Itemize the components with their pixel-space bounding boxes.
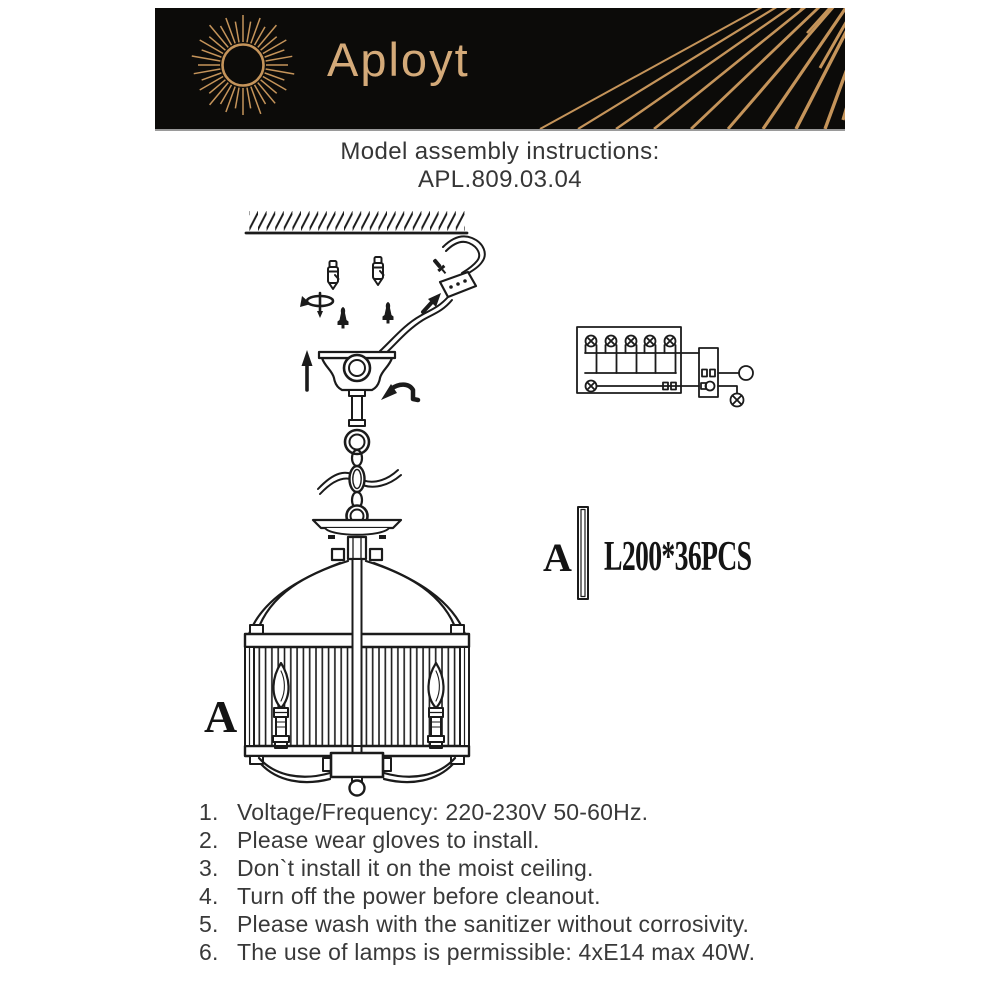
part-a-spec: L200*36PCS xyxy=(604,534,752,580)
wall-anchor-icon xyxy=(328,261,339,289)
ray-fan-icon xyxy=(540,8,845,129)
connector-screw-icon xyxy=(431,257,449,276)
assembly-diagram xyxy=(150,200,850,810)
banner-artwork xyxy=(155,8,845,129)
instruction-list xyxy=(199,798,755,966)
part-a-label: A xyxy=(543,535,572,580)
hook-arrow-icon xyxy=(381,384,418,400)
instruction-item xyxy=(199,882,755,910)
brand-logo-text: Aployt xyxy=(327,33,470,86)
item-number: 2. xyxy=(199,827,219,853)
screw-icon xyxy=(338,307,349,329)
instruction-item xyxy=(199,938,755,966)
up-arrow-icon xyxy=(302,350,313,390)
item-text: Turn off the power before cleanout. xyxy=(237,883,601,909)
item-text: Don`t install it on the moist ceiling. xyxy=(237,855,594,881)
diagram-label-a: A xyxy=(204,691,238,742)
screw-icon xyxy=(383,302,394,324)
starburst-logo-icon xyxy=(192,15,294,115)
item-text: Please wear gloves to install. xyxy=(237,827,540,853)
power-wire-icon xyxy=(380,236,485,354)
page-title: Model assembly instructions: xyxy=(340,138,660,165)
model-number: APL.809.03.04 xyxy=(417,166,582,193)
item-number: 4. xyxy=(199,883,219,909)
rotation-arrow-icon xyxy=(300,293,333,318)
wiring-schematic-icon xyxy=(577,327,753,407)
item-number: 6. xyxy=(199,939,219,965)
instruction-item xyxy=(199,826,755,854)
wall-anchor-icon xyxy=(373,257,384,285)
fixture-top-plate-icon xyxy=(313,506,401,561)
ceiling-canopy-icon xyxy=(319,352,395,426)
instruction-item xyxy=(199,854,755,882)
terminal-connector-icon xyxy=(440,272,476,297)
brand-banner xyxy=(155,8,845,131)
item-number: 3. xyxy=(199,855,219,881)
item-text: Voltage/Frequency: 220-230V 50-60Hz. xyxy=(237,799,649,825)
instruction-item xyxy=(199,798,755,826)
glass-rod-part-icon xyxy=(578,507,588,599)
ceiling-hatch-icon xyxy=(246,211,467,233)
item-number: 5. xyxy=(199,911,219,937)
hanging-chain-icon xyxy=(318,430,401,508)
instruction-item xyxy=(199,910,755,938)
item-text: The use of lamps is permissible: 4xE14 max 40W. xyxy=(237,939,756,965)
bottom-finial-icon xyxy=(259,753,455,796)
item-text: Please wash with the sanitizer without corrosivity. xyxy=(237,911,750,937)
item-number: 1. xyxy=(199,799,219,825)
